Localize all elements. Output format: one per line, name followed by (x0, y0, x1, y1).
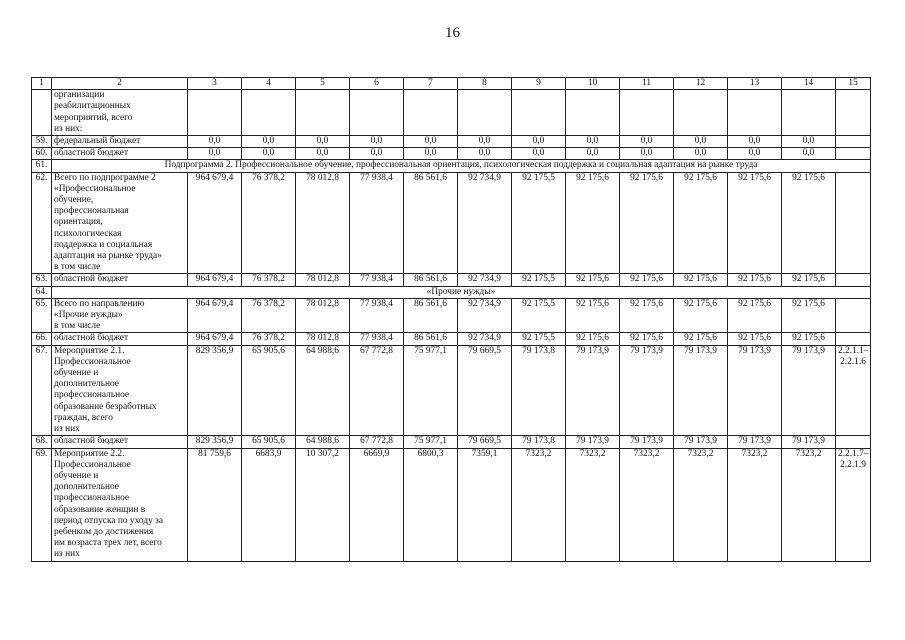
header-cell: 12 (674, 78, 728, 90)
value-cell: 86 561,6 (404, 333, 458, 345)
value-cell: 92 175,6 (728, 333, 782, 345)
value-cell: 92 734,9 (458, 298, 512, 333)
value-cell: 6669,9 (350, 448, 404, 561)
value-cell: 79 173,9 (728, 436, 782, 448)
table-row (32, 148, 871, 160)
item-name-cell (52, 448, 188, 561)
item-name-line: образование женщин в (54, 504, 146, 515)
item-name-line: Всего по направлению (54, 298, 145, 309)
value-cell: 92 175,6 (620, 274, 674, 286)
value-cell: 0,0 (458, 136, 512, 148)
value-cell: 92 175,6 (620, 298, 674, 333)
value-cell: 92 175,6 (728, 172, 782, 274)
value-cell: 92 175,6 (674, 298, 728, 333)
table-row (32, 345, 871, 436)
value-cell: 79 173,9 (566, 436, 620, 448)
value-cell: 79 173,9 (782, 345, 836, 436)
value-cell: 92 734,9 (458, 172, 512, 274)
item-name-line: ребенком до достижения (54, 526, 154, 537)
value-cell: 76 378,2 (242, 298, 296, 333)
reference-line: 2.2.1.7– (838, 448, 869, 459)
value-cell: 92 175,6 (674, 274, 728, 286)
value-cell: 0,0 (458, 148, 512, 160)
budget-table (31, 77, 871, 562)
header-cell: 15 (836, 78, 871, 90)
value-cell: 79 173,9 (620, 345, 674, 436)
item-name-line: период отпуска по уходу за (54, 515, 164, 526)
value-cell: 79 669,5 (458, 345, 512, 436)
value-cell: 964 679,4 (188, 333, 242, 345)
item-name-cell (52, 172, 188, 274)
table-row (32, 333, 871, 345)
value-cell: 65 905,6 (242, 436, 296, 448)
value-cell (674, 90, 728, 136)
header-cell: 7 (404, 78, 458, 90)
reference-line: 2.2.1.9 (840, 459, 866, 470)
reference-cell (836, 136, 871, 148)
value-cell (188, 90, 242, 136)
value-cell: 78 012,8 (296, 298, 350, 333)
value-cell: 0,0 (728, 148, 782, 160)
item-name-cell (52, 90, 188, 136)
item-name-cell (52, 345, 188, 436)
table-row (32, 286, 871, 298)
value-cell: 0,0 (620, 136, 674, 148)
header-cell: 6 (350, 78, 404, 90)
table-body (32, 78, 871, 562)
header-cell: 1 (32, 78, 52, 90)
value-cell: 829 356,9 (188, 345, 242, 436)
value-cell (782, 90, 836, 136)
value-cell: 92 175,6 (566, 333, 620, 345)
value-cell: 7323,2 (512, 448, 566, 561)
item-name-line: Всего по подпрограмме 2 (54, 172, 156, 183)
item-name-line: обучение и (54, 470, 99, 481)
item-name-line: обучение, (54, 195, 94, 206)
item-name-cell (52, 436, 188, 448)
value-cell: 0,0 (188, 136, 242, 148)
header-cell: 9 (512, 78, 566, 90)
table-row (32, 160, 871, 172)
value-cell: 77 938,4 (350, 298, 404, 333)
item-name-line: областной бюджет (54, 333, 129, 344)
value-cell: 75 977,1 (404, 436, 458, 448)
value-cell: 964 679,4 (188, 172, 242, 274)
value-cell: 86 561,6 (404, 298, 458, 333)
reference-cell (836, 274, 871, 286)
value-cell (512, 90, 566, 136)
value-cell: 77 938,4 (350, 172, 404, 274)
value-cell: 67 772,8 (350, 345, 404, 436)
header-cell: 10 (566, 78, 620, 90)
value-cell: 92 175,6 (782, 333, 836, 345)
item-name-line: Профессиональное (54, 459, 131, 470)
value-cell: 7359,1 (458, 448, 512, 561)
value-cell: 79 173,9 (782, 436, 836, 448)
value-cell: 0,0 (782, 148, 836, 160)
value-cell: 92 734,9 (458, 274, 512, 286)
value-cell: 64 988,6 (296, 436, 350, 448)
row-number-cell: 63. (32, 274, 52, 286)
header-cell: 4 (242, 78, 296, 90)
value-cell: 0,0 (404, 148, 458, 160)
value-cell: 92 175,6 (728, 298, 782, 333)
table-row (32, 90, 871, 136)
item-name-line: областной бюджет (54, 436, 129, 447)
reference-cell (836, 345, 871, 436)
value-cell: 7323,2 (566, 448, 620, 561)
value-cell: 79 173,9 (566, 345, 620, 436)
value-cell: 7323,2 (728, 448, 782, 561)
header-cell: 14 (782, 78, 836, 90)
value-cell: 0,0 (566, 148, 620, 160)
value-cell: 92 175,6 (782, 172, 836, 274)
value-cell (728, 90, 782, 136)
table-row (32, 448, 871, 561)
value-cell: 92 175,6 (782, 298, 836, 333)
item-name-line: из них (54, 424, 80, 435)
header-row (32, 78, 871, 90)
value-cell: 81 759,6 (188, 448, 242, 561)
item-name-line: организации (54, 90, 105, 101)
item-name-line: им возраста трех лет, всего (54, 538, 162, 549)
item-name-line: дополнительное (54, 482, 119, 493)
value-cell: 6683,9 (242, 448, 296, 561)
item-name-cell (52, 136, 188, 148)
value-cell: 92 175,6 (728, 274, 782, 286)
section-title-cell: «Прочие нужды» (52, 286, 871, 298)
row-number-cell: 60. (32, 148, 52, 160)
value-cell: 92 175,5 (512, 274, 566, 286)
value-cell: 92 175,6 (566, 274, 620, 286)
value-cell: 0,0 (782, 136, 836, 148)
reference-cell (836, 148, 871, 160)
value-cell: 0,0 (242, 136, 296, 148)
value-cell: 92 175,6 (566, 172, 620, 274)
value-cell: 964 679,4 (188, 274, 242, 286)
value-cell: 76 378,2 (242, 172, 296, 274)
item-name-line: ориентация, (54, 217, 103, 228)
item-name-line: адаптация на рынке труда» (54, 251, 162, 262)
reference-line: 2.2.1.1– (838, 345, 869, 356)
value-cell: 7323,2 (674, 448, 728, 561)
item-name-line: психологическая (54, 228, 122, 239)
table-row (32, 298, 871, 333)
item-name-line: образование безработных (54, 401, 157, 412)
row-number-cell: 68. (32, 436, 52, 448)
value-cell: 0,0 (566, 136, 620, 148)
value-cell: 76 378,2 (242, 333, 296, 345)
section-title-cell: Подпрограмма 2. Профессиональное обучение, профессиональная ориентация, психологическая поддержка и социальная адаптация на рынке труда (52, 160, 871, 172)
value-cell: 92 175,6 (674, 333, 728, 345)
item-name-line: поддержка и социальная (54, 239, 153, 250)
reference-cell (836, 298, 871, 333)
row-number-cell (32, 90, 52, 136)
row-number-cell: 62. (32, 172, 52, 274)
row-number-cell: 65. (32, 298, 52, 333)
value-cell: 0,0 (242, 148, 296, 160)
item-name-line: дополнительное (54, 379, 119, 390)
value-cell: 0,0 (404, 136, 458, 148)
row-number-cell: 69. (32, 448, 52, 561)
value-cell (296, 90, 350, 136)
value-cell: 0,0 (296, 148, 350, 160)
value-cell: 92 175,6 (620, 333, 674, 345)
item-name-line: областной бюджет (54, 274, 129, 285)
value-cell: 77 938,4 (350, 333, 404, 345)
value-cell: 92 175,6 (566, 298, 620, 333)
item-name-cell (52, 148, 188, 160)
reference-cell (836, 333, 871, 345)
page-number: 16 (445, 25, 460, 41)
value-cell: 92 175,5 (512, 333, 566, 345)
value-cell (350, 90, 404, 136)
value-cell: 76 378,2 (242, 274, 296, 286)
value-cell: 829 356,9 (188, 436, 242, 448)
row-number-cell: 64. (32, 286, 52, 298)
header-cell: 5 (296, 78, 350, 90)
item-name-line: федеральный бюджет (54, 136, 141, 147)
value-cell: 64 988,6 (296, 345, 350, 436)
item-name-line: Профессиональное (54, 356, 131, 367)
value-cell: 78 012,8 (296, 172, 350, 274)
value-cell: 0,0 (350, 136, 404, 148)
row-number-cell: 59. (32, 136, 52, 148)
item-name-line: профессиональная (54, 206, 129, 217)
value-cell: 79 173,8 (512, 345, 566, 436)
header-cell: 13 (728, 78, 782, 90)
item-name-cell (52, 298, 188, 333)
value-cell: 0,0 (674, 148, 728, 160)
value-cell (458, 90, 512, 136)
value-cell: 79 669,5 (458, 436, 512, 448)
item-name-line: в том числе (54, 321, 101, 332)
value-cell: 0,0 (512, 136, 566, 148)
table-row (32, 436, 871, 448)
item-name-line: Мероприятие 2.2. (54, 448, 125, 459)
value-cell: 86 561,6 (404, 172, 458, 274)
table-row (32, 172, 871, 274)
value-cell: 79 173,9 (674, 345, 728, 436)
item-name-line: из них (54, 549, 80, 560)
table-row (32, 136, 871, 148)
value-cell: 0,0 (350, 148, 404, 160)
value-cell: 7323,2 (782, 448, 836, 561)
value-cell: 92 175,6 (782, 274, 836, 286)
item-name-line: «Прочие нужды» (54, 310, 123, 321)
value-cell: 7323,2 (620, 448, 674, 561)
item-name-line: областной бюджет (54, 148, 129, 159)
table-row (32, 274, 871, 286)
value-cell: 75 977,1 (404, 345, 458, 436)
value-cell: 0,0 (620, 148, 674, 160)
reference-cell (836, 90, 871, 136)
header-cell: 3 (188, 78, 242, 90)
value-cell: 86 561,6 (404, 274, 458, 286)
value-cell: 77 938,4 (350, 274, 404, 286)
reference-cell (836, 436, 871, 448)
row-number-cell: 67. (32, 345, 52, 436)
item-name-line: профессиональное (54, 493, 130, 504)
value-cell: 0,0 (188, 148, 242, 160)
item-name-cell (52, 274, 188, 286)
value-cell: 79 173,8 (512, 436, 566, 448)
value-cell: 0,0 (296, 136, 350, 148)
item-name-line: граждан, всего (54, 412, 113, 423)
value-cell: 92 175,5 (512, 298, 566, 333)
reference-line: 2.2.1.6 (840, 356, 866, 367)
item-name-line: из них: (54, 123, 83, 134)
reference-cell (836, 172, 871, 274)
value-cell (404, 90, 458, 136)
value-cell: 10 307,2 (296, 448, 350, 561)
item-name-line: обучение и (54, 368, 99, 379)
row-number-cell: 66. (32, 333, 52, 345)
value-cell: 92 734,9 (458, 333, 512, 345)
reference-cell (836, 448, 871, 561)
value-cell: 65 905,6 (242, 345, 296, 436)
header-cell: 2 (52, 78, 188, 90)
header-cell: 11 (620, 78, 674, 90)
item-name-line: Мероприятие 2.1. (54, 345, 125, 356)
item-name-line: профессиональное (54, 390, 130, 401)
value-cell: 0,0 (674, 136, 728, 148)
value-cell: 0,0 (728, 136, 782, 148)
value-cell: 79 173,9 (728, 345, 782, 436)
value-cell: 92 175,5 (512, 172, 566, 274)
value-cell: 78 012,8 (296, 274, 350, 286)
value-cell: 6800,3 (404, 448, 458, 561)
value-cell (620, 90, 674, 136)
row-number-cell: 61. (32, 160, 52, 172)
value-cell: 964 679,4 (188, 298, 242, 333)
value-cell: 92 175,6 (620, 172, 674, 274)
value-cell (242, 90, 296, 136)
item-name-line: в том числе (54, 262, 101, 273)
value-cell: 67 772,8 (350, 436, 404, 448)
item-name-line: мероприятий, всего (54, 112, 133, 123)
item-name-cell (52, 333, 188, 345)
item-name-line: реабилитационных (54, 101, 131, 112)
value-cell: 79 173,9 (620, 436, 674, 448)
value-cell: 0,0 (512, 148, 566, 160)
item-name-line: «Профессиональное (54, 183, 136, 194)
value-cell: 78 012,8 (296, 333, 350, 345)
header-cell: 8 (458, 78, 512, 90)
value-cell (566, 90, 620, 136)
value-cell: 79 173,9 (674, 436, 728, 448)
value-cell: 92 175,6 (674, 172, 728, 274)
